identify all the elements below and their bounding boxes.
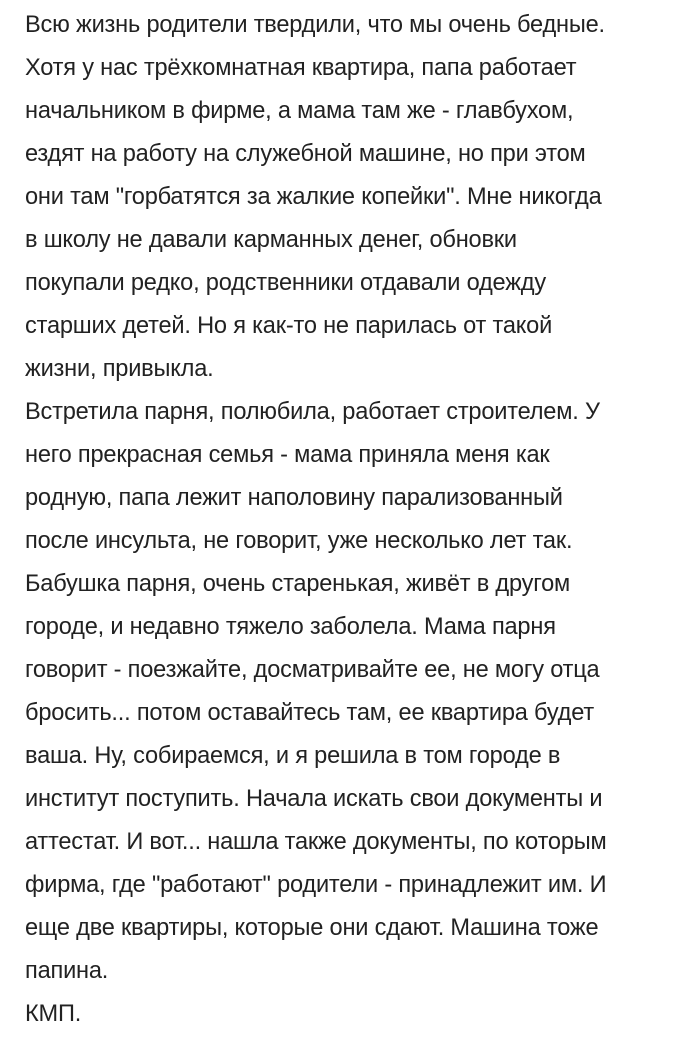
text-line: институт поступить. Начала искать свои документы и [25,786,603,812]
text-line: родную, папа лежит наполовину парализованный [25,485,563,511]
text-line: него прекрасная семья - мама приняла меня как [25,442,550,468]
text-line: еще две квартиры, которые они сдают. Машина тоже [25,915,599,941]
text-line: фирма, где "работают" родители - принадлежит им. И [25,872,607,898]
text-line: ездят на работу на служебной машине, но при этом [25,141,586,167]
text-line: Бабушка парня, очень старенькая, живёт в другом [25,571,571,597]
text-line: бросить... потом оставайтесь там, ее квартира будет [25,700,594,726]
text-line: Всю жизнь родители твердили, что мы очень бедные. [25,12,605,38]
text-line: старших детей. Но я как-то не парилась от такой [25,313,553,339]
text-line: покупали редко, родственники отдавали одежду [25,270,546,296]
text-line: аттестат. И вот... нашла также документы, по которым [25,829,607,855]
text-line: после инсульта, не говорит, уже несколько лет так. [25,528,573,554]
text-line: ваша. Ну, собираемся, и я решила в том городе в [25,743,561,769]
text-line: в школу не давали карманных денег, обновки [25,227,517,253]
text-line: начальником в фирме, а мама там же - главбухом, [25,98,574,124]
text-line: говорит - поезжайте, досматривайте ее, не могу отца [25,657,600,683]
text-line: городе, и недавно тяжело заболела. Мама парня [25,614,556,640]
text-line: папина. [25,958,109,984]
text-line: Хотя у нас трёхкомнатная квартира, папа работает [25,55,577,81]
text-line: они там "горбатятся за жалкие копейки". Мне никогда [25,184,602,210]
signature: КМП. [25,1001,82,1027]
text-line: жизни, привыкла. [25,356,214,382]
text-line: Встретила парня, полюбила, работает строителем. У [25,399,600,425]
